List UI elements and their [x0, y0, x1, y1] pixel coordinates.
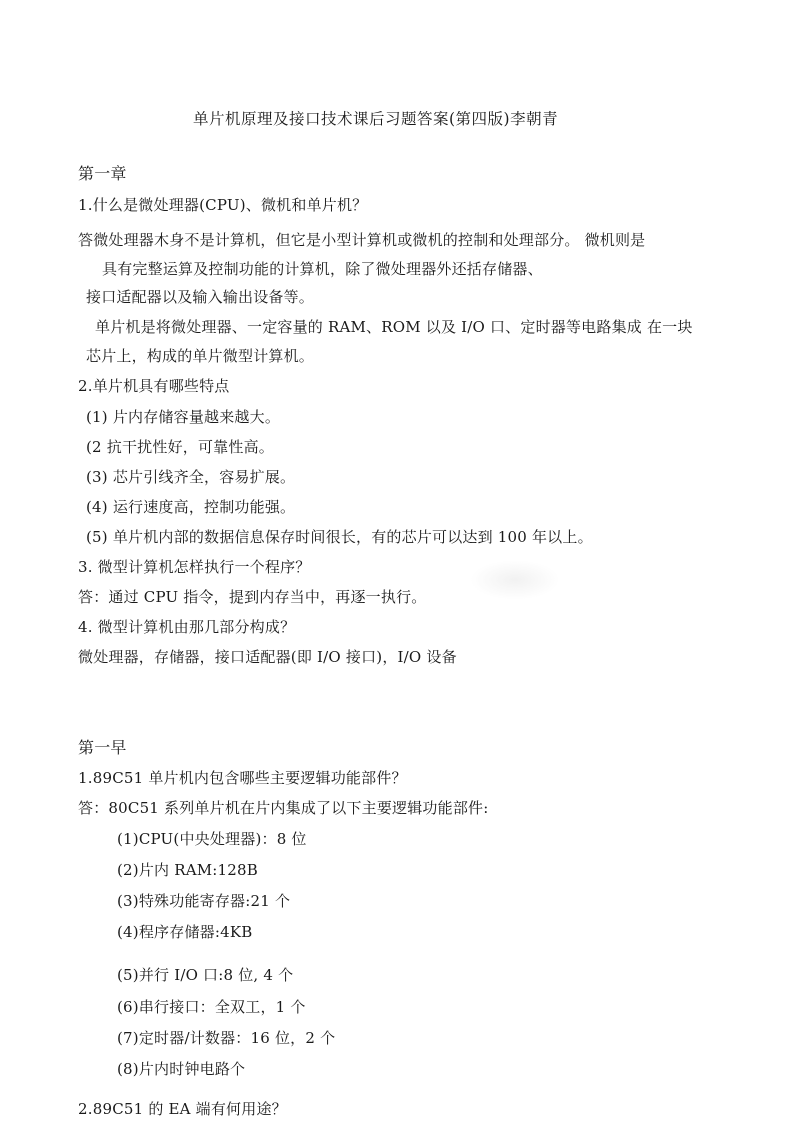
answer-1-2-item-5: (5) 单片机内部的数据信息保存时间很长，有的芯片可以达到 100 年以上。: [86, 528, 593, 546]
answer-1-1-line-3: 接口适配器以及输入输出设备等。: [86, 288, 315, 306]
answer-1-2-item-2: (2 抗干扰性好，可靠性高。: [86, 438, 274, 456]
chapter-2-heading: 第一早: [78, 738, 127, 757]
answer-2-1-item-4: (4)程序存储器:4KB: [117, 923, 253, 941]
question-1-4: 4. 微型计算机由那几部分构成？: [78, 618, 296, 636]
answer-2-1-item-3: (3)特殊功能寄存器:21 个: [117, 892, 291, 910]
chapter-1-heading: 第一章: [78, 164, 127, 183]
answer-1-4: 微处理器，存储器，接口适配器(即 I/O 接口)，I/O 设备: [78, 648, 457, 666]
answer-1-2-item-4: (4) 运行速度高，控制功能强。: [86, 498, 296, 516]
question-1-2: 2.单片机具有哪些特点: [78, 377, 230, 395]
answer-1-1-line-1: 答微处理器木身不是计算机，但它是小型计算机或微机的控制和处理部分。 微机则是: [78, 231, 646, 249]
answer-2-1-item-1: (1)CPU(中央处理器)：8 位: [117, 830, 307, 848]
question-2-2: 2.89C51 的 EA 端有何用途？: [78, 1100, 287, 1118]
question-1-1: 1.什么是微处理器(CPU)、微机和单片机？: [78, 196, 368, 214]
answer-1-3: 答：通过 CPU 指令，提到内存当中，再逐一执行。: [78, 588, 427, 606]
answer-1-1-line-5: 芯片上，构成的单片微型计算机。: [86, 347, 315, 365]
answer-1-1-line-4: 单片机是将微处理器、一定容量的 RAM、ROM 以及 I/O 口、定时器等电路集成 在一块: [95, 318, 693, 336]
question-2-1: 1.89C51 单片机内包含哪些主要逻辑功能部件？: [78, 769, 407, 787]
answer-2-1-item-6: (6)串行接口：全双工，1 个: [117, 998, 306, 1016]
answer-2-1-item-2: (2)片内 RAM:128B: [117, 861, 259, 879]
scan-smudge: [470, 560, 560, 600]
answer-2-1-intro: 答：80C51 系列单片机在片内集成了以下主要逻辑功能部件:: [78, 799, 489, 817]
answer-1-2-item-1: (1) 片内存储容量越来越大。: [86, 408, 281, 426]
answer-1-1-line-2: 具有完整运算及控制功能的计算机，除了微处理器外还括存储器、: [102, 260, 543, 278]
page-title: 单片机原理及接口技术课后习题答案(第四版)李朝青: [193, 110, 559, 128]
question-1-3: 3. 微型计算机怎样执行一个程序？: [78, 558, 311, 576]
answer-2-1-item-8: (8)片内时钟电路个: [117, 1060, 246, 1078]
answer-1-2-item-3: (3) 芯片引线齐全，容易扩展。: [86, 468, 296, 486]
answer-2-1-item-7: (7)定时器/计数器：16 位，2 个: [117, 1029, 336, 1047]
answer-2-1-item-5: (5)并行 I/O 口:8 位, 4 个: [117, 966, 294, 984]
